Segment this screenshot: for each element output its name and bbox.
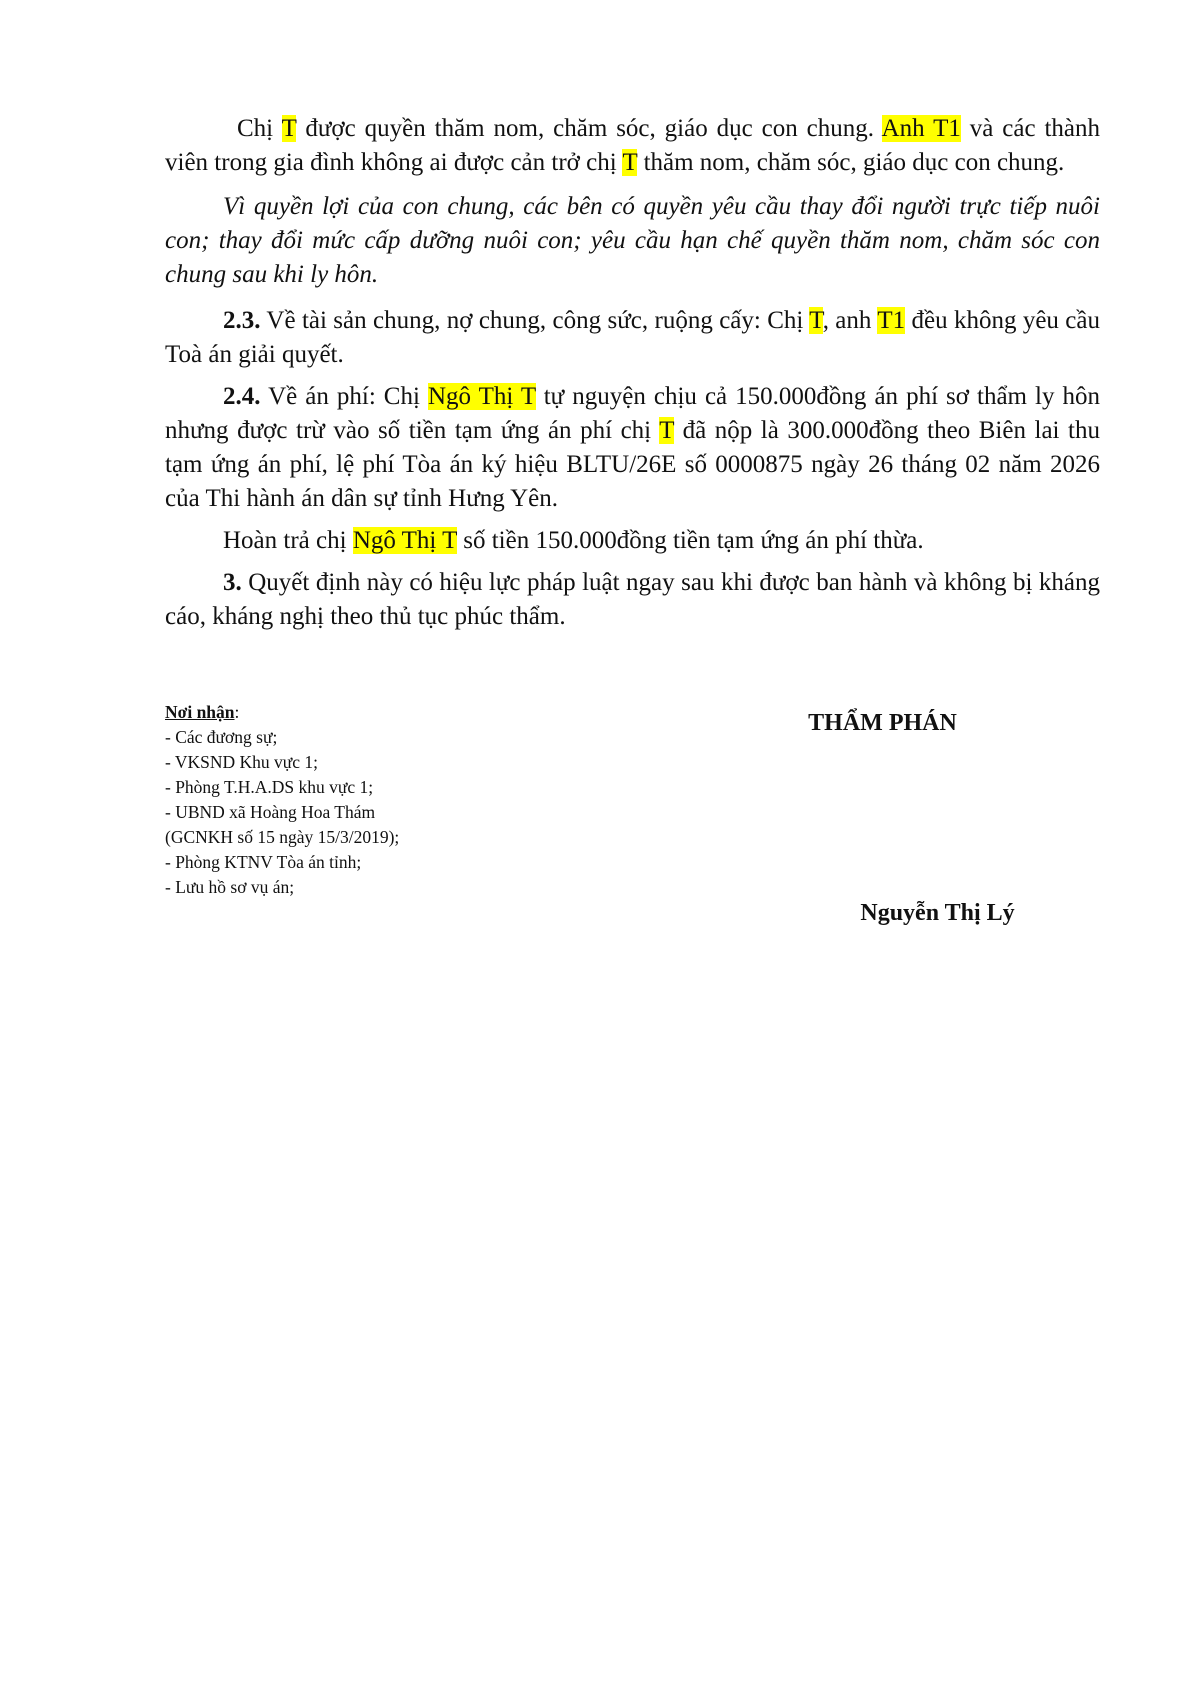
highlighted-name: T: [659, 417, 675, 444]
recipient-item: - Phòng T.H.A.DS khu vực 1;: [165, 777, 374, 797]
paragraph-3-effect: [165, 566, 1100, 634]
recipients-title-colon: :: [234, 702, 240, 722]
recipient-item: (GCNKH số 15 ngày 15/3/2019);: [165, 827, 400, 847]
paragraph-child-interest-note: Vì quyền lợi của con chung, các bên có quyền yêu cầu thay đổi người trực tiếp nuôi con; thay đổi mức cấp dưỡng nuôi con; yêu cầu hạn chế quyền thăm nom, chăm sóc con chung sau khi ly hôn.: [165, 193, 1100, 288]
highlighted-name: Ngô Thị T: [427, 383, 536, 410]
text-run: Về tài sản chung, nợ chung, công sức, ruộng cấy: Chị: [260, 307, 810, 334]
highlighted-name: T: [809, 307, 823, 334]
text-run: thăm nom, chăm sóc, giáo dục con chung.: [637, 149, 1065, 176]
text-run: và các thành viên trong gia đình không ai được cản trở chị: [165, 115, 1101, 176]
text-run: Hoàn trả chị: [223, 527, 353, 554]
recipients-list: [165, 725, 585, 900]
recipient-item: - Lưu hồ sơ vụ án;: [165, 877, 295, 897]
text-run: được quyền thăm nom, chăm sóc, giáo dục con chung.: [296, 115, 882, 142]
highlighted-name: Ngô Thị T: [352, 527, 457, 554]
recipient-item: - Các đương sự;: [165, 727, 278, 747]
judge-name: Nguyễn Thị Lý: [860, 900, 1015, 926]
section-number: 2.4.: [223, 383, 261, 410]
text-run: số tiền 150.000đồng tiền tạm ứng án phí thừa.: [457, 527, 924, 554]
paragraph-visitation-rights: [165, 112, 1100, 180]
paragraph-refund: [165, 524, 1100, 558]
section-number: 3.: [223, 569, 242, 596]
decision-body: [165, 112, 1100, 634]
recipient-item: - VKSND Khu vực 1;: [165, 752, 319, 772]
text-run: , anh: [822, 307, 878, 334]
highlighted-name: T: [281, 115, 297, 142]
text-run: Chị: [237, 115, 282, 142]
recipient-item: - Phòng KTNV Tòa án tỉnh;: [165, 852, 362, 872]
judge-title: THẨM PHÁN: [808, 710, 957, 736]
recipients-block: [165, 700, 585, 900]
highlighted-name: Anh T1: [881, 115, 961, 142]
section-number: 2.3.: [223, 307, 261, 334]
recipients-title: [165, 700, 585, 725]
recipients-title-text: Nơi nhận: [165, 702, 235, 722]
text-run: đã nộp là 300.000đồng theo Biên lai thu tạm ứng án phí, lệ phí Tòa án ký hiệu BLTU/26E số 0000875 ngày 26 tháng 02 năm 2026 của Thi hành án dân sự tỉnh Hưng Yên.: [165, 417, 1100, 512]
paragraph-2-3-common-property: [165, 304, 1100, 372]
text-run: Về án phí: Chị: [260, 383, 428, 410]
text-run: đều không yêu cầu Toà án giải quyết.: [165, 307, 1101, 368]
highlighted-name: T1: [877, 307, 906, 334]
text-run: Quyết định này có hiệu lực pháp luật ngay sau khi được ban hành và không bị kháng cáo, kháng nghị theo thủ tục phúc thẩm.: [165, 569, 1100, 630]
recipient-item: - UBND xã Hoàng Hoa Thám: [165, 802, 376, 822]
paragraph-2-4-court-fee: [165, 380, 1100, 516]
text-run: tự nguyện chịu cả 150.000đồng án phí sơ thẩm ly hôn nhưng được trừ vào số tiền tạm ứng án phí chị: [165, 383, 1101, 444]
highlighted-name: T: [622, 149, 638, 176]
